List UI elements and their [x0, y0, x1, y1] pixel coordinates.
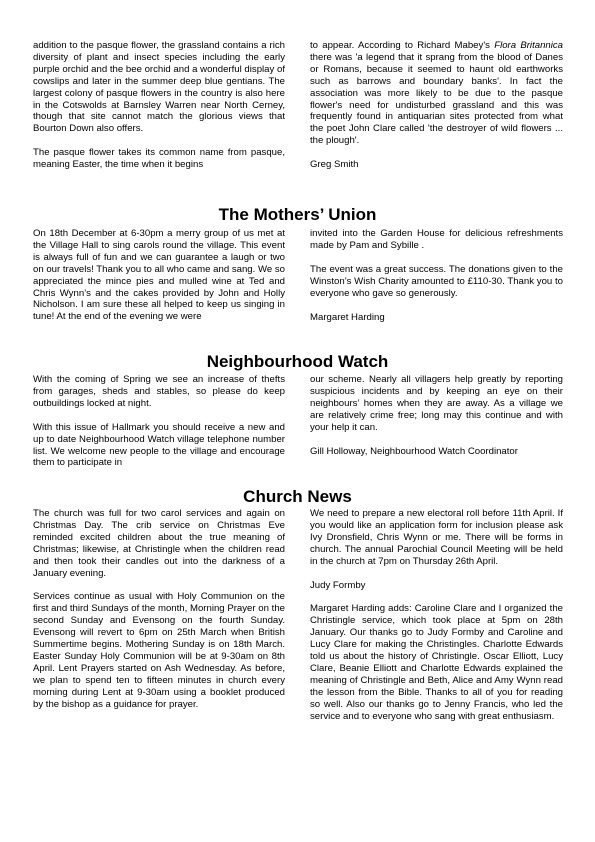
mothers-union-paragraph: On 18th December at 6-30pm a merry group of us met at the Village Hall to sing carols round the village. This event is always full of fun and we can guarantee a laugh or two on our travels! Thank you to all who came and sang. We so appreciated the mince pies and mulled wine at Ted and Chris Wynn’s and the cakes provided by John and Holly Nicholson. I am sure these all helped to keep us singing in tune! At the end of the evening we were: [33, 228, 285, 323]
church-news-addendum: Margaret Harding adds: Caroline Clare and I organized the Christingle service, which took place at 5pm on 28th January. Our thanks go to Judy Formby and Caroline and Lucy Clare for making the Christingles. Charlotte Edwards told us about the history of Christingle. Oscar Elliott, Lucy Clare, Beanie Elliott and Charlotte Edwards explained the meaning of Christingle and Beth, Alice and Amy Wynn read the lesson from the Bible. Thanks to all of you for reading so well. Also our thanks go to Jenny Francis, who led the service and to everyone who sang with great enthusiasm.: [310, 603, 563, 722]
mothers-union-paragraph: The event was a great success. The donations given to the Winston’s Wish Charity amounted to £110-30. Thank you to everyone who gave so generously.: [310, 263, 563, 299]
neighbourhood-watch-paragraph: our scheme. Nearly all villagers help greatly by reporting suspicious incidents and by keeping an eye on their neighbours’ homes when they are away. As a village we are relatively crime free; long may this continue and with your help it can.: [310, 374, 563, 433]
church-news-paragraph: We need to prepare a new electoral roll before 11th April. If you would like an application form for inclusion please ask Ivy Dronsfield, Chris Wynn or me. There will be forms in church. The annual Parochial Council Meeting will be held in the church at 7pm on Thursday 26th April.: [310, 508, 563, 567]
pasque-paragraph: addition to the pasque flower, the grassland contains a rich diversity of plant and insect species including the early purple orchid and the bee orchid and a wonderful display of cowslips and later in the summer deep blue gentians. The largest colony of pasque flowers in the country is also here in the Cotswolds at Barnsley Warren near North Cerney, though that site cannot match the glorious views that Bourton Down also offers.: [33, 40, 285, 135]
author-signature: Gill Holloway, Neighbourhood Watch Coordinator: [310, 445, 518, 457]
mothers-union-right-column: [310, 228, 563, 323]
neighbourhood-watch-paragraph: With this issue of Hallmark you should receive a new and up to date Neighbourhood Watch village telephone number list. We welcome new people to the village and encourage them to participate in: [33, 421, 285, 469]
author-signature: Judy Formby: [310, 579, 366, 591]
neighbourhood-watch-right-column: [310, 374, 563, 457]
section-heading-neighbourhood-watch: Neighbourhood Watch: [206, 352, 389, 371]
pasque-paragraph: [310, 40, 563, 147]
mothers-union-paragraph: invited into the Garden House for delicious refreshments made by Pam and Sybille .: [310, 228, 563, 251]
author-signature: Greg Smith: [310, 159, 359, 171]
section-heading-mothers-union: The Mothers’ Union: [218, 205, 377, 224]
church-news-paragraph: Services continue as usual with Holy Communion on the first and third Sundays of the month, Morning Prayer on the second Sunday and Evensong on the fourth Sunday. Evensong will revert to 6pm on 25th March when British Summertime begins. Mothering Sunday is on 18th March. Easter Sunday Holy Communion will be at 9-30am on 8th April. Lent Prayers started on Ash Wednesday. As before, we plan to spend ten to fifteen minutes in church every morning during Lent at 9-30am using a booklet produced by the bishop as a guidance for prayer.: [33, 591, 285, 710]
pasque-text: there was 'a legend that it sprang from the blood of Danes or Romans, because it seemed to haunt old earthworks such as barrows and boundary banks'. In fact the association was more likely to be due to the pasque flower's need for undisturbed grassland and this was frequently found in antiquarian sites protected from what the poet John Clare called 'the destroyer of wild flowers ... the plough'.: [310, 51, 563, 147]
author-signature: Margaret Harding: [310, 311, 385, 323]
pasque-text: to appear. According to Richard Mabey's: [310, 40, 495, 51]
church-news-paragraph: The church was full for two carol services and again on Christmas Day. The crib service on Christmas Eve reminded excited children about the true meaning of Christmas; likewise, at Christingle when the children read and then took their candles out into the darkness of a January evening.: [33, 508, 285, 579]
section-heading-church-news: Church News: [243, 487, 352, 506]
neighbourhood-watch-paragraph: With the coming of Spring we see an increase of thefts from garages, sheds and stables, so please do keep outbuildings locked at night.: [33, 374, 285, 409]
pasque-left-column: [33, 40, 285, 171]
neighbourhood-watch-left-column: [33, 374, 285, 469]
pasque-right-column: [310, 40, 563, 171]
church-news-left-column: [33, 508, 285, 711]
church-news-right-column: [310, 508, 563, 723]
book-title: Flora Britannica: [494, 40, 564, 51]
mothers-union-left-column: [33, 228, 285, 323]
pasque-paragraph: The pasque flower takes its common name from pasque, meaning Easter, the time when it begins: [33, 147, 285, 171]
